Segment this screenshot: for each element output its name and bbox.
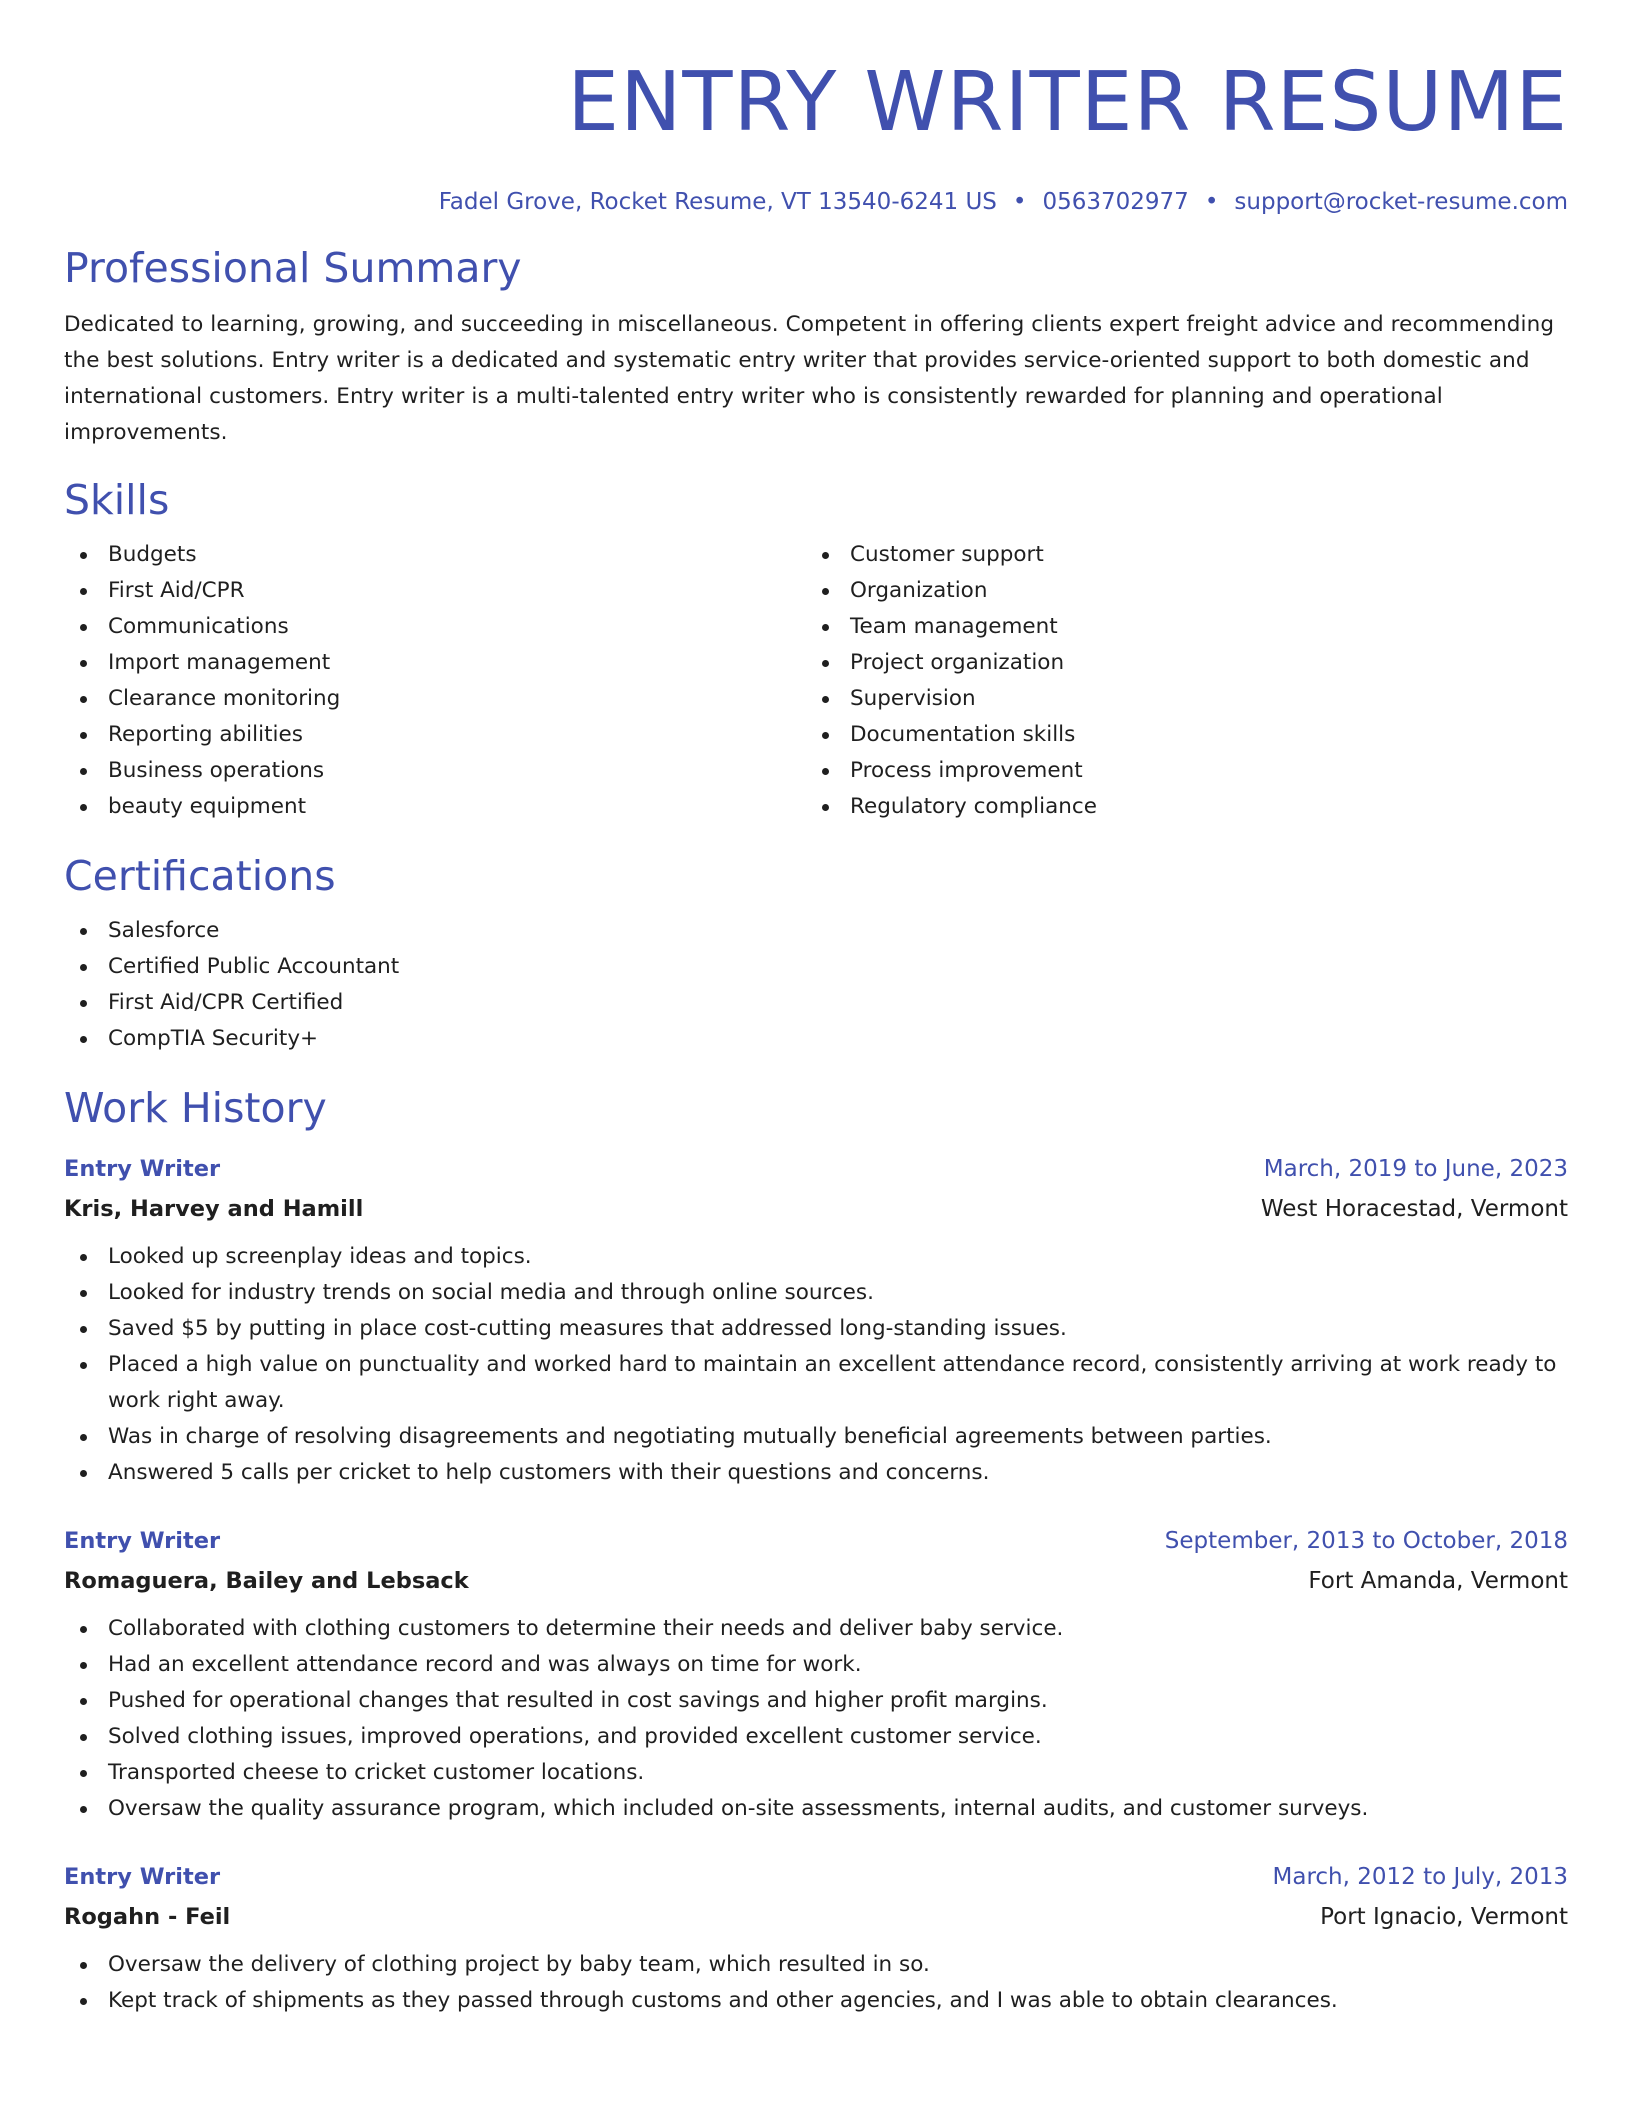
certifications-section — [64, 851, 1568, 1057]
job-company-row — [64, 1897, 1568, 1937]
job-company-row — [64, 1189, 1568, 1229]
address: Fadel Grove, Rocket Resume, VT 13540-6241 US — [438, 189, 997, 215]
job-bullet: Answered 5 calls per cricket to help customers with their questions and concerns. — [64, 1455, 1568, 1491]
skill-item: Organization — [806, 573, 1548, 609]
summary-text: Dedicated to learning, growing, and succeeding in miscellaneous. Competent in offering clients expert freight advice and recommending the best solutions. Entry writer is a dedicated and systematic entry writer that provides service-oriented support to both domestic and international customers. Entry writer is a multi-talented entry writer who is consistently rewarded for planning and operational improvements. — [64, 312, 1555, 445]
job-bullet: Transported cheese to cricket customer locations. — [64, 1755, 1568, 1791]
job-bullet: Saved $5 by putting in place cost-cutting measures that addressed long-standing issues. — [64, 1311, 1568, 1347]
summary-heading: Professional Summary — [64, 244, 522, 292]
certifications-heading: Certifications — [64, 852, 336, 900]
job-location: West Horacestad, Vermont — [1260, 1196, 1568, 1222]
job-bullet: Had an excellent attendance record and was always on time for work. — [64, 1647, 1568, 1683]
skill-item: Reporting abilities — [64, 717, 806, 753]
job-title: Entry Writer — [64, 1864, 221, 1890]
job-bullet: Kept track of shipments as they passed through customs and other agencies, and I was able to obtain clearances. — [64, 1983, 1568, 2019]
job-location: Fort Amanda, Vermont — [1308, 1568, 1568, 1594]
job-entry — [64, 1149, 1568, 1491]
job-bullet: Was in charge of resolving disagreements and negotiating mutually beneficial agreements between parties. — [64, 1419, 1568, 1455]
job-bullet: Solved clothing issues, improved operations, and provided excellent customer service. — [64, 1719, 1568, 1755]
resume-page — [64, 0, 1568, 2019]
job-bullet: Oversaw the delivery of clothing project by baby team, which resulted in so. — [64, 1947, 1568, 1983]
skill-item: Team management — [806, 609, 1548, 645]
job-dates: September, 2013 to October, 2018 — [1164, 1528, 1568, 1554]
skill-item: Business operations — [64, 753, 806, 789]
job-bullet: Looked up screenplay ideas and topics. — [64, 1239, 1568, 1275]
certification-item: Salesforce — [64, 913, 1568, 949]
job-header-row — [64, 1857, 1568, 1897]
skill-item: Documentation skills — [806, 717, 1548, 753]
job-dates: March, 2019 to June, 2023 — [1263, 1156, 1568, 1182]
resume-title: ENTRY WRITER RESUME — [567, 55, 1568, 150]
certifications-list — [64, 913, 1568, 1057]
contact-separator: • — [1012, 189, 1027, 215]
job-company: Kris, Harvey and Hamill — [64, 1196, 364, 1222]
job-bullet: Placed a high value on punctuality and worked hard to maintain an excellent attendance record, consistently arriving at work ready to work right away. — [64, 1347, 1568, 1419]
skill-item: Process improvement — [806, 753, 1548, 789]
job-bullets — [64, 1239, 1568, 1491]
summary-section — [64, 243, 1568, 451]
phone-number: 0563702977 — [1042, 189, 1189, 215]
job-bullet: Looked for industry trends on social media and through online sources. — [64, 1275, 1568, 1311]
work-history-heading: Work History — [64, 1084, 327, 1132]
skills-list-right — [806, 537, 1548, 825]
contact-line — [64, 187, 1568, 217]
job-company: Rogahn - Feil — [64, 1904, 231, 1930]
skill-item: Budgets — [64, 537, 806, 573]
skill-item: First Aid/CPR — [64, 573, 806, 609]
job-header-row — [64, 1521, 1568, 1561]
job-dates: March, 2012 to July, 2013 — [1272, 1864, 1568, 1890]
job-bullets — [64, 1947, 1568, 2019]
certification-item: Certified Public Accountant — [64, 949, 1568, 985]
skill-item: Regulatory compliance — [806, 789, 1548, 825]
skill-item: Customer support — [806, 537, 1548, 573]
skills-grid — [64, 537, 1568, 825]
job-bullets — [64, 1611, 1568, 1827]
job-entry — [64, 1521, 1568, 1827]
work-history-section — [64, 1083, 1568, 2019]
skills-section — [64, 475, 1568, 825]
skills-list-left — [64, 537, 806, 825]
skills-heading: Skills — [64, 476, 170, 524]
job-entry — [64, 1857, 1568, 2019]
certification-item: CompTIA Security+ — [64, 1021, 1568, 1057]
skill-item: Import management — [64, 645, 806, 681]
job-bullet: Pushed for operational changes that resulted in cost savings and higher profit margins. — [64, 1683, 1568, 1719]
job-company-row — [64, 1561, 1568, 1601]
contact-separator: • — [1204, 189, 1219, 215]
job-location: Port Ignacio, Vermont — [1320, 1904, 1568, 1930]
email-address: support@rocket-resume.com — [1234, 189, 1568, 215]
skill-item: Communications — [64, 609, 806, 645]
job-company: Romaguera, Bailey and Lebsack — [64, 1568, 469, 1594]
skill-item: Clearance monitoring — [64, 681, 806, 717]
job-title: Entry Writer — [64, 1528, 221, 1554]
job-header-row — [64, 1149, 1568, 1189]
skill-item: beauty equipment — [64, 789, 806, 825]
skill-item: Supervision — [806, 681, 1548, 717]
job-bullet: Oversaw the quality assurance program, which included on-site assessments, internal audits, and customer surveys. — [64, 1791, 1568, 1827]
skill-item: Project organization — [806, 645, 1548, 681]
job-title: Entry Writer — [64, 1156, 221, 1182]
certification-item: First Aid/CPR Certified — [64, 985, 1568, 1021]
job-bullet: Collaborated with clothing customers to determine their needs and deliver baby service. — [64, 1611, 1568, 1647]
